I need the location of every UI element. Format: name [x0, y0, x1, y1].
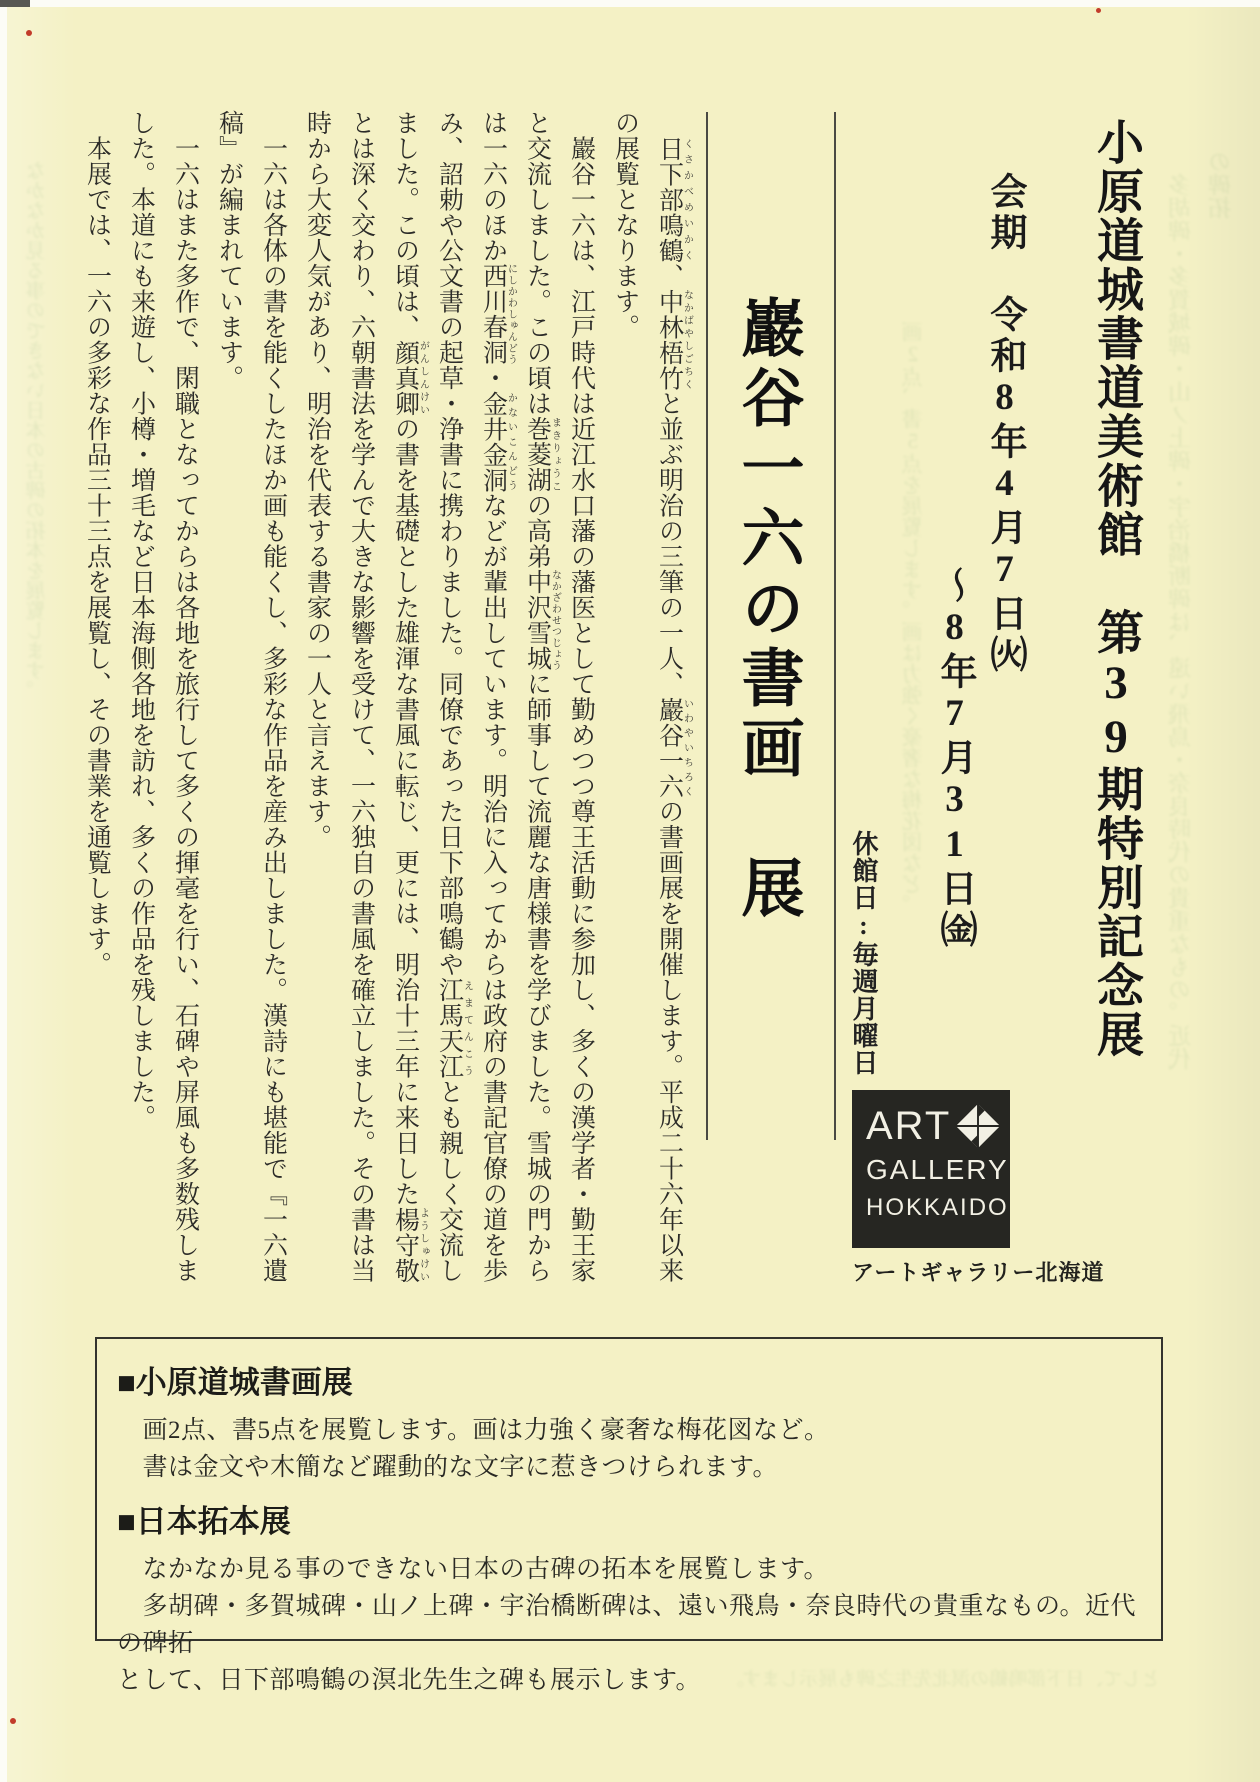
ruby-annotation: 金井金洞 かないこんどう	[479, 390, 517, 493]
divider-rule-right	[834, 112, 836, 1140]
logo-art-label: ART	[866, 1104, 952, 1148]
ruby-annotation: 日下部鳴鶴 くさかべめいかく	[655, 135, 693, 263]
exhibition-period-end: 〜8年7月31日㈮	[934, 566, 975, 951]
logo-hokkaido-label: HOKKAIDO	[866, 1194, 1009, 1221]
ruby-annotation: 楊守敬 ようしゅけい	[391, 1206, 429, 1283]
scan-edge-left	[0, 0, 7, 1782]
divider-rule-left	[706, 112, 708, 1140]
info-box-line: なかなか見る事のできない日本の古碑の拓本を展覧します。	[117, 1556, 830, 1583]
show-through-ghost: として、日下部鳴鶴の溟北先生之碑も展示します。	[724, 1669, 1160, 1690]
show-through-ghost: 多胡碑・多賀城碑・山ノ上碑・宇治橋断碑は、遠い飛鳥・奈良時代の貴重なもの。近代の碑拓	[1169, 150, 1234, 1070]
museum-title: 小原道城書道美術館 第39期特別記念展	[1090, 118, 1142, 1059]
info-box-line: 書は金文や木簡など躍動的な文字に惹きつけられます。	[117, 1454, 779, 1481]
show-through-ghost: なかなか見る事のできない日本の古碑の拓本を展覧します。	[27, 140, 49, 700]
body-paragraph: 本展では、一六の多彩な作品三十三点を展覧し、その書業を通覧します。	[83, 110, 111, 977]
scan-speck	[26, 30, 32, 36]
exhibition-period-start: 会期 令和8年4月7日㈫	[984, 172, 1025, 676]
info-box-line: として、日下部鳴鶴の溟北先生之碑も展示します。	[117, 1667, 702, 1694]
logo-caption: アートギャラリー北海道	[852, 1260, 1105, 1285]
art-gallery-logo	[852, 1090, 1010, 1248]
closed-days-note: 休館日:毎週月曜日	[849, 830, 878, 1076]
scan-edge-top	[0, 0, 1260, 7]
info-box-line: 多胡碑・多賀城碑・山ノ上碑・宇治橋断碑は、遠い飛鳥・奈良時代の貴重なもの。近代の碑拓	[117, 1593, 1137, 1657]
body-text	[38, 110, 692, 1294]
show-through-ghost: 画2点、書5点を展覧します。画は力強く豪奢な梅花図など。	[901, 300, 925, 915]
scan-corner-mark	[0, 0, 30, 7]
ruby-annotation: 巖谷一六 いわやいちろく	[655, 696, 693, 799]
exhibition-title: 巖谷一六の書画 展	[732, 295, 803, 925]
info-box-heading: ■日本拓本展	[117, 1504, 291, 1539]
ruby-annotation: 西川春洞 にしかわしゅんどう	[479, 263, 517, 365]
ruby-annotation: 江馬天江 えまてんこう	[435, 977, 473, 1079]
ruby-annotation: 顔真卿 がんしんけい	[391, 339, 429, 416]
scan-speck	[10, 1718, 16, 1724]
body-paragraph: 日下部鳴鶴 くさかべめいかく、中林梧竹 なかばやしごちくと並ぶ明治の三筆の一人、巖谷一六 いわやいちろくの書画展を開催します。平成二十六年以来の展覧となります。	[611, 110, 693, 1283]
info-box-heading: ■小原道城書画展	[117, 1365, 353, 1400]
body-paragraph: 一六はまた多作で、閑職となってからは各地を旅行して多くの揮毫を行い、石碑や屏風も多数残しました。本道にも来遊し、小樽・増毛など日本海側各地を訪れ、多くの作品を残しました。	[127, 110, 199, 1283]
pinwheel-icon	[954, 1102, 1002, 1150]
ruby-annotation: 巻菱湖 まきりょうこ	[523, 416, 561, 493]
info-box-content	[117, 1357, 1137, 1699]
ruby-annotation: 中沢雪城 なかざわせつじょう	[523, 569, 561, 671]
info-box-line: 画2点、書5点を展覧します。画は力強く豪奢な梅花図など。	[117, 1417, 830, 1444]
body-paragraph: 巖谷一六は、江戸時代は近江水口藩の藩医として勤めつつ尊王活動に参加し、多くの漢学者・勤王家と交流しました。この頃は巻菱湖 まきりょうこの高弟中沢雪城 なかざわせつじょうに師事して流麗な唐様書を学びました。雪城の門からは一六のほか西川春洞 にしかわしゅんどう・金井金洞 かないこんどうなどが輩出しています。明治に入ってからは政府の書記官僚の道を歩み、詔勅や公文書の起草・浄書に携わりました。同僚であった日下部鳴鶴や江馬天江 えまてんこうとも親しく交流しました。この頃は、顔真卿 がんしんけいの書を基礎とした雄渾な書風に転じ、更には、明治十三年に来日した楊守敬 ようしゅけいとは深く交わり、六朝書法を学んで大きな影響を受けて、一六独自の書風を確立しました。その書は当時から大変人気があり、明治を代表する書家の一人と言えます。	[303, 110, 595, 1283]
info-box	[95, 1337, 1163, 1694]
logo-gallery-label: GALLERY	[866, 1154, 1009, 1185]
body-paragraph: 一六は各体の書を能くしたほか画も能くし、多彩な作品を産み出しました。漢詩にも堪能で『一六遺稿』が編まれています。	[215, 110, 287, 1283]
scan-speck	[1096, 8, 1101, 13]
ruby-annotation: 中林梧竹 なかばやしごちく	[655, 288, 693, 391]
